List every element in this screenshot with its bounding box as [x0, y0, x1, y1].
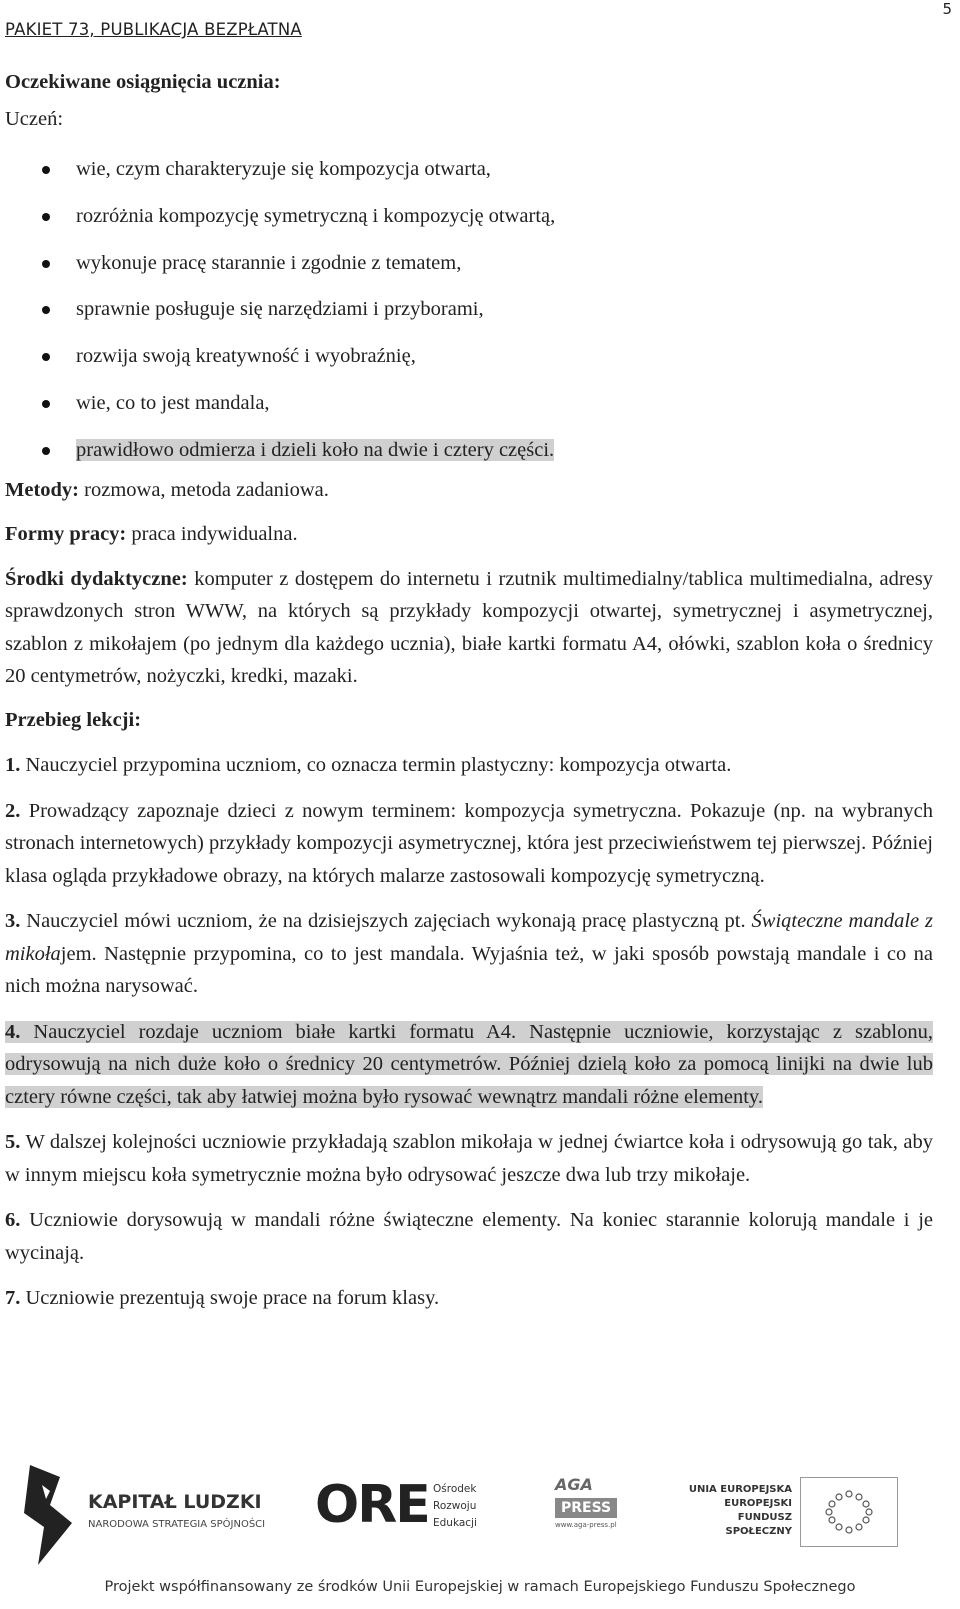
eu-text: UNIA EUROPEJSKA EUROPEJSKI FUNDUSZ SPOŁECZNY	[688, 1484, 792, 1537]
list-item: rozwija swoją kreatywność i wyobraźnię,	[5, 333, 933, 380]
list-item: sprawnie posługuje się narzędziami i przyborami,	[5, 286, 933, 333]
ore-wordmark: ORE	[315, 1475, 429, 1535]
forms-line: Formy pracy: praca indywidualna.	[5, 523, 298, 546]
footer-logos	[0, 1460, 960, 1570]
aga-mark: AGA	[555, 1475, 593, 1494]
lesson-title: Przebieg lekcji:	[5, 708, 142, 731]
ore-fullname: Ośrodek Rozwoju Edukacji	[433, 1483, 477, 1529]
kapital-ludzki-subtitle: NARODOWA STRATEGIA SPÓJNOŚCI	[88, 1519, 266, 1530]
aga-press-logo	[555, 1475, 635, 1555]
list-item: prawidłowo odmierza i dzieli koło na dwie i cztery części.	[5, 427, 933, 474]
means-paragraph: Środki dydaktyczne: komputer z dostępem do internetu i rzutnik multimedialny/tablica multimedialna, adresy sprawdzonych stron WWW, na których są przykłady kompozycji otwartej, symetrycznej i asymetrycznej, szablon z mikołajem (po jednym dla każdego ucznia), białe kartki formatu A4, ołówki, szablon koła o średnicy 20 centymetrów, nożyczki, kredki, mazaki.	[5, 567, 933, 688]
list-item: rozróżnia kompozycję symetryczną i kompozycję otwartą,	[5, 193, 933, 240]
eu-logo	[672, 1475, 932, 1550]
bullet-icon	[42, 353, 50, 361]
outcomes-list	[5, 146, 933, 474]
funding-note: Projekt współfinansowany ze środków Unii Europejskiej w ramach Europejskiego Funduszu Społecznego	[104, 1579, 856, 1595]
outcomes-title: Oczekiwane osiągnięcia ucznia:	[5, 71, 281, 93]
list-item: wie, czym charakteryzuje się kompozycja otwarta,	[5, 146, 933, 193]
lesson-step-7: 7. Uczniowie prezentują swoje prace na forum klasy.	[5, 1287, 440, 1310]
bullet-icon	[42, 400, 50, 408]
outcomes-intro: Uczeń:	[5, 107, 64, 130]
bullet-icon	[42, 260, 50, 268]
lesson-step-1: 1. Nauczyciel przypomina uczniom, co oznacza termin plastyczny: kompozycja otwarta.	[5, 754, 732, 777]
document-body	[5, 66, 933, 1315]
bullet-icon	[42, 447, 50, 455]
bullet-icon	[42, 213, 50, 221]
page-header: PAKIET 73, PUBLIKACJA BEZPŁATNA	[5, 20, 302, 39]
aga-url: www.aga-press.pl	[555, 1521, 617, 1529]
kapital-ludzki-title: KAPITAŁ LUDZKI	[88, 1491, 262, 1513]
list-item: wykonuje pracę starannie i zgodnie z tematem,	[5, 240, 933, 287]
lesson-step-5: 5. W dalszej kolejności uczniowie przykładają szablon mikołaja w jednej ćwiartce koła i odrysowują go tak, aby w innym miejscu koła symetrycznie można było odrysować jeszcze dwa lub trzy mikołaje.	[5, 1131, 933, 1186]
lesson-step-2: 2. Prowadzący zapoznaje dzieci z nowym terminem: kompozycja symetryczna. Pokazuje (np. na wybranych stronach internetowych) przykłady kompozycji asymetrycznej, która jest przeciwieństwem tej pierwszej. Później klasa ogląda przykładowe obrazy, na których malarze zastosowali kompozycję symetryczną.	[5, 799, 933, 887]
methods-line: Metody: rozmowa, metoda zadaniowa.	[5, 478, 329, 501]
bullet-icon	[42, 306, 50, 314]
lesson-step-4: 4. Nauczyciel rozdaje uczniom białe kartki formatu A4. Następnie uczniowie, korzystając z szablonu, odrysowują na nich duże koło o średnicy 20 centymetrów. Później dzielą koło za pomocą linijki na dwie lub cztery równe części, tak aby łatwiej można było rysować wewnątrz mandali różne elementy.	[5, 1020, 933, 1108]
bullet-icon	[42, 166, 50, 174]
lesson-step-6: 6. Uczniowie dorysowują w mandali różne świąteczne elementy. Na koniec starannie kolorują mandale i je wycinają.	[5, 1209, 933, 1264]
kapital-ludzki-emblem-icon	[20, 1465, 80, 1565]
list-item: wie, co to jest mandala,	[5, 380, 933, 427]
aga-press-label: PRESS	[555, 1498, 617, 1518]
eu-flag-icon	[800, 1477, 898, 1547]
lesson-step-3: 3. Nauczyciel mówi uczniom, że na dzisiejszych zajęciach wykonają pracę plastyczną pt. Świąteczne mandale z mikołajem. Następnie przypomina, co to jest mandala. Wyjaśnia też, w jaki sposób powstają mandale i co na nich można narysować.	[5, 910, 933, 998]
kapital-ludzki-logo	[20, 1465, 280, 1565]
ore-logo	[315, 1475, 515, 1555]
page-number: 5	[942, 0, 952, 18]
